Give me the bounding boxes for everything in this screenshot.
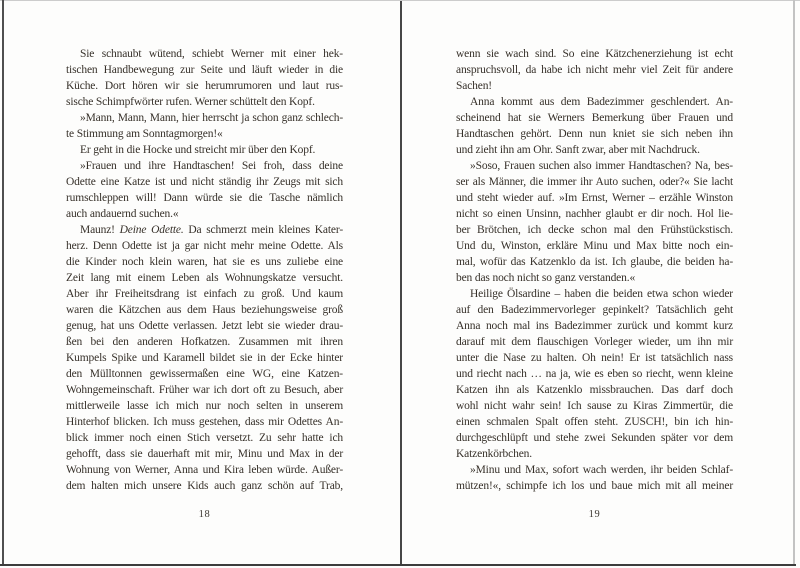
text-line: »Soso, Frauen suchen also immer Handtaschen? Na, bes- (470, 159, 733, 172)
text-line: und riecht nach … na ja, wie es eben so riecht, wenn kleine (456, 368, 733, 381)
text-line: Zeit lang mit einem Leben als Wohnungskatze versucht. (66, 271, 343, 284)
text-line: die Kinder noch klein waren, hat sie es uns zuliebe eine (66, 255, 343, 268)
text-line: Anna noch mal ins Badezimmer zurück und kommt kurz (456, 320, 733, 333)
text-line: tischen Handbewegung zur Seite und läuft wieder in die (66, 63, 343, 76)
text-line: Heilige Ölsardine – haben die beiden etwa schon wieder (470, 287, 733, 300)
text-line: Wohnung von Werner, Anna und Kira leben würde. Außer- (66, 464, 343, 477)
text-line: darauf mit dem flauschigen Vorleger wieder, um ihn mir (456, 336, 733, 349)
text-line: blick immer noch einen Stich versetzt. Zu sehr hatte ich (66, 432, 343, 445)
text-line: ser als Männer, die immer ihr Auto suchen, oder?« Sie lacht (456, 175, 733, 188)
text-line: Maunz! Deine Odette. Da schmerzt mein kleines Kater- (80, 223, 343, 236)
left-page-number: 18 (198, 509, 211, 520)
text-line: dem halten mich unsere Kids auch ganz schön auf Trab, (66, 480, 343, 493)
text-line: mittlerweile lasse ich mich nur noch selten in unserem (66, 400, 343, 413)
text-line: Wohngemeinschaft. Früher war ich dort oft zu Besuch, aber (66, 384, 343, 397)
text-line: anspruchsvoll, da habe ich nicht mehr viel Zeit für andere (456, 63, 733, 76)
text-line: auch andauernd suchen.« (66, 207, 179, 220)
text-line: te Stimmung am Sonntagmorgen!« (66, 127, 223, 140)
text-line: sische Schimpfwörter rufen. Werner schüttelt den Kopf. (66, 95, 315, 108)
text-line: durchgeschlüpft und stehe zwei Sekunden später vor dem (456, 432, 733, 445)
text-line: Sachen! (456, 79, 492, 92)
bottom-edge-line (0, 564, 796, 567)
text-line: mal, wofür das Katzenklo da ist. Ich glaube, die beiden ha- (456, 255, 733, 268)
text-line: waren die Kätzchen aus dem Haus beziehungsweise groß (66, 304, 343, 316)
text-line: nicht so einen Unsinn, nachher glaubt er dir noch. Hol lie- (456, 207, 733, 220)
text-line: auf den Badezimmervorleger gepinkelt? Tatsächlich geht (456, 304, 733, 316)
text-line: Kumpels Spike und Karamell bildet sie in der Ecke hinter (66, 352, 343, 365)
left-page-text (66, 46, 343, 495)
text-line: wenn sie wach sind. So eine Kätzchenerziehung ist echt (456, 47, 733, 60)
text-line: unter die Nase zu halten. Oh nein! Er ist tatsächlich nass (456, 352, 733, 365)
text-line: Sie schnaubt wütend, schiebt Werner mit einer hek- (80, 47, 343, 60)
text-line: »Minu und Max, sofort wach werden, ihr beiden Schlaf- (470, 464, 733, 477)
text-line: Katzen ihn als Katzenklo missbrauchen. Das darf doch (456, 384, 733, 397)
text-line: gehofft, dass sie dauerhaft mit mir, Minu und Max in der (66, 448, 343, 461)
text-line: Und du, Winston, erkläre Minu und Max bitte noch ein- (456, 239, 733, 252)
text-line: mützen!«, schimpfe ich los und baue mich mit all meiner (456, 480, 733, 493)
text-line: rumschleppen will! Dann würde sie die Tasche nämlich (66, 191, 343, 204)
text-line: Hinterhof blicken. Ich muss gestehen, dass mir Odettes An- (66, 416, 343, 429)
text-line: ßen bei den anderen Hofkatzen. Zusammen mit ihren (66, 336, 343, 349)
text-line: ben das noch nicht so ganz verstanden.« (456, 271, 636, 284)
left-edge-line (2, 0, 4, 564)
text-line: den Mülltonnen gewissermaßen eine WG, eine Katzen- (66, 368, 343, 381)
text-line: einen schmalen Spalt offen steht. ZUSCH!, bin ich hin- (456, 416, 733, 429)
right-page-text (456, 46, 733, 495)
text-line: Küche. Dort hören wir sie herumrumoren und laut rus- (66, 79, 343, 92)
text-line: Odette eine Katze ist und nicht ständig ihr Zeugs mit sich (66, 175, 343, 188)
text-line: »Frauen und ihre Handtaschen! Sei froh, dass deine (80, 159, 343, 172)
text-line: Er geht in die Hocke und streicht mir über den Kopf. (80, 143, 316, 156)
text-line: wohl nicht wahr sein! Ich sause zu Kiras Zimmertür, die (456, 400, 733, 413)
text-line: und steht wieder auf. »Im Ernst, Werner – erzähle Winston (456, 191, 733, 204)
text-line: »Mann, Mann, Mann, hier herrscht ja schon ganz schlech- (80, 111, 343, 124)
text-line: genug, hat uns Odette verlassen. Jetzt lebt sie wieder drau- (66, 320, 343, 333)
text-line: herz. Denn Odette ist ja gar nicht mehr meine Odette. Als (66, 239, 343, 252)
page-gutter-line (400, 1, 402, 564)
text-line: und zieht ihn am Ohr. Sanft zwar, aber mit Nachdruck. (456, 143, 700, 156)
right-page-number: 19 (588, 509, 601, 520)
text-line: ber Brötchen, ich decke schon mal den Frühstückstisch. (456, 223, 733, 236)
text-line: Handtaschen gehört. Denn nun kniet sie sich neben ihn (456, 127, 733, 140)
right-edge-line (793, 0, 795, 564)
text-line: Anna kommt aus dem Badezimmer geschlendert. An- (470, 95, 733, 108)
text-line: scheinend hat sie Werners Bemerkung über Frauen und (456, 111, 733, 124)
text-line: Katzenkörbchen. (456, 448, 532, 461)
text-line: Aber ihr Freiheitsdrang ist einfach zu groß. Und kaum (66, 287, 343, 300)
